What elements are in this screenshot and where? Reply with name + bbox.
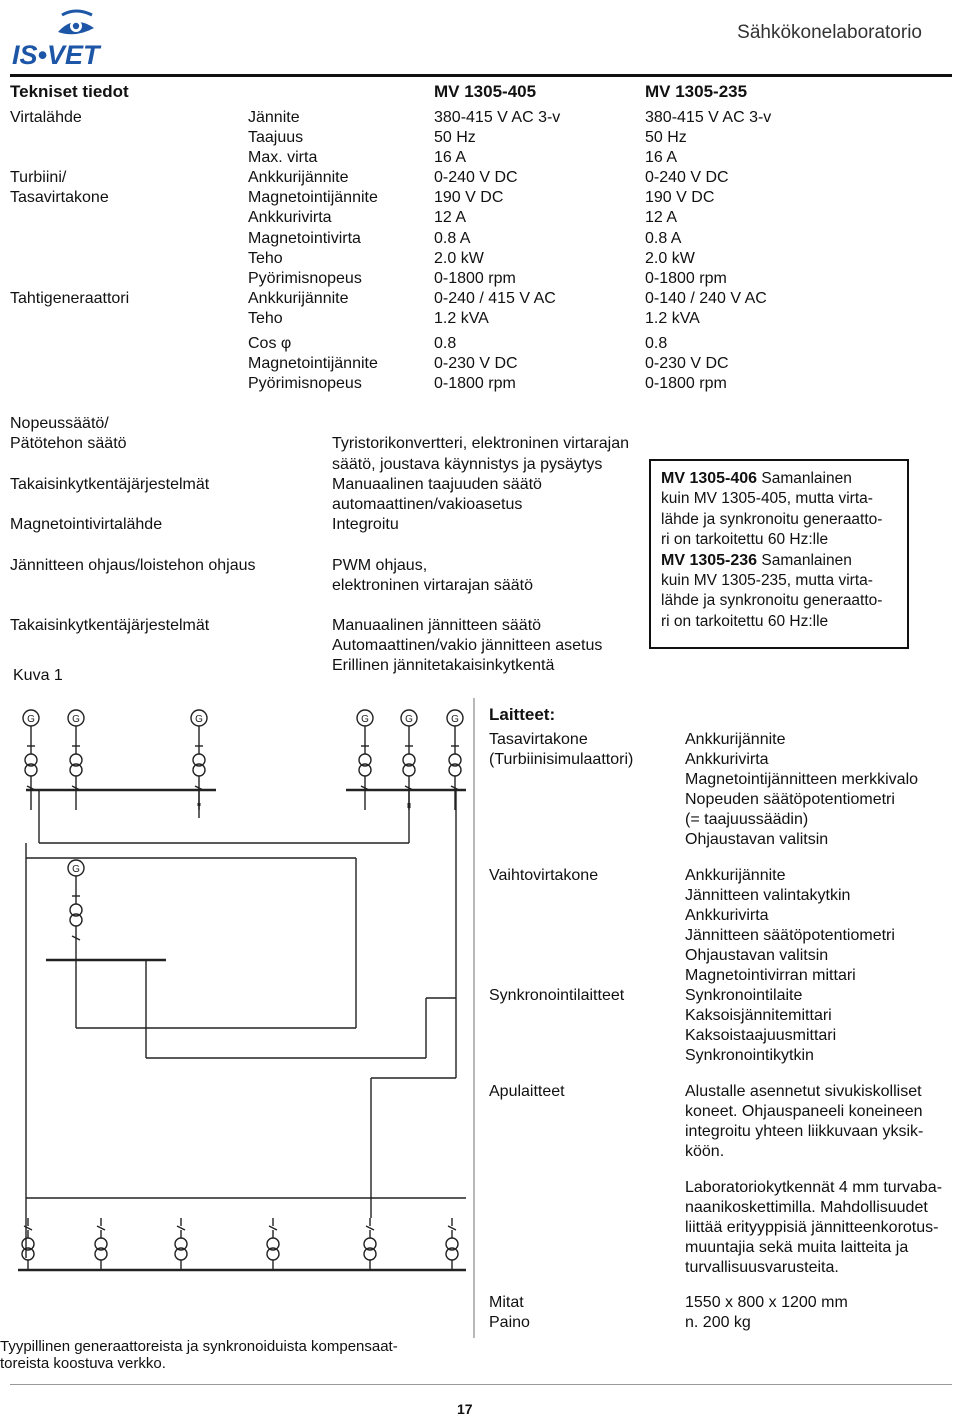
equipment-value: (= taajuussäädin) [685,811,809,828]
equipment-label: Vaihtovirtakone [489,867,599,884]
spec-value-b: 0.8 A [645,230,682,247]
variant-text: lähde ja synkronoitu generaatto- [661,510,883,528]
spec-param: Pyörimisnopeus [248,375,362,392]
variant-text: lähde ja synkronoitu generaatto- [661,592,883,610]
spec-value-b: 12 A [645,209,678,226]
equipment-label: Mitat [489,1294,524,1311]
spec-param: Max. virta [248,149,318,166]
spec-value-a: 0-1800 rpm [434,270,516,287]
specs-heading: Tekniset tiedot [10,82,129,101]
equipment-heading: Laitteet: [489,705,556,724]
spec-value-a: 12 A [434,209,467,226]
equipment-value: turvallisuusvarusteita. [685,1259,839,1276]
equipment-value: 1550 x 800 x 1200 mm [685,1294,848,1311]
variant-text: ri on tarkoitettu 60 Hz:lle [661,531,829,549]
spec-param: Cos φ [248,335,292,352]
logo-wordmark: IS•VET [12,40,100,70]
generator-group-middle [68,860,84,960]
feature-value: Automaattinen/vakio jännitteen asetus [332,637,603,654]
equipment-value: Ohjaustavan valitsin [685,831,829,848]
spec-param: Ankkurijännite [248,290,349,307]
generator-group-top [23,710,463,810]
page-number: 17 [457,1401,473,1417]
equipment-value: n. 200 kg [685,1314,751,1331]
spec-value-a: 0.8 [434,335,457,352]
feature-value: PWM ohjaus, [332,557,428,574]
spec-value-a: 1.2 kVA [434,310,489,327]
equipment-value: Laboratoriokytkennät 4 mm turvaba- [685,1179,943,1196]
equipment-value: Jännitteen valintakytkin [685,887,851,904]
spec-param: Magnetointivirta [248,230,361,247]
model-a-heading: MV 1305-405 [434,82,537,101]
spec-value-b: 2.0 kW [645,250,695,267]
spec-value-b: 0-140 / 240 V AC [645,290,767,307]
spec-value-b: 0-1800 rpm [645,270,727,287]
spec-param: Magnetointijännite [248,355,378,372]
equipment-value: Jännitteen säätöpotentiometri [685,927,895,944]
spec-param: Taajuus [248,129,304,146]
equipment-value: Synkronointilaite [685,987,803,1004]
spec-value-a: 0-240 / 415 V AC [434,290,556,307]
equipment-value: Magnetointivirran mittari [685,967,856,984]
spec-param: Ankkurijännite [248,169,349,186]
page-header-title: Sähkökonelaboratorio [737,22,922,43]
spec-value-a: 190 V DC [434,189,504,206]
equipment-value: Magnetointijännitteen merkkivalo [685,771,919,788]
feature-value: Manuaalinen jännitteen säätö [332,617,542,634]
spec-param: Teho [248,250,283,267]
spec-value-b: 0-1800 rpm [645,375,727,392]
spec-param: Pyörimisnopeus [248,270,362,287]
equipment-label: Tasavirtakone [489,731,588,748]
transformer-group-bottom [22,1218,458,1270]
equipment-label: Synkronointilaitteet [489,987,625,1004]
equipment-value: Kaksoistaajuusmittari [685,1027,837,1044]
diagram-caption-line: toreista koostuva verkko. [0,1355,166,1372]
equipment-value: Alustalle asennetut sivukiskolliset [685,1083,922,1100]
equipment-value: Ankkurivirta [685,907,769,924]
spec-value-b: 190 V DC [645,189,715,206]
diagram-caption-line: Tyypillinen generaattoreista ja synkronoiduista kompensaat- [0,1338,398,1355]
feature-label: Jännitteen ohjaus/loistehon ohjaus [10,557,256,574]
model-b-heading: MV 1305-235 [645,82,748,101]
equipment-value: Kaksoisjännitemittari [685,1007,832,1024]
feature-label: Nopeussäätö/ [10,415,109,432]
feature-label: Pätötehon säätö [10,435,127,452]
spec-value-b: 380-415 V AC 3-v [645,109,772,126]
feature-value: Erillinen jännitetakaisinkytkentä [332,657,555,674]
equipment-value: integroitu yhteen liikkuvaan yksik- [685,1123,924,1140]
spec-value-a: 0-230 V DC [434,355,518,372]
equipment-value: köön. [685,1143,725,1160]
spec-value-b: 50 Hz [645,129,687,146]
feature-value: Tyristorikonvertteri, elektroninen virtarajan [332,435,630,452]
feature-label: Takaisinkytkentäjärjestelmät [10,617,210,634]
spec-value-b: 0.8 [645,335,668,352]
variant-text: ri on tarkoitettu 60 Hz:lle [661,612,829,630]
spec-value-a: 0-240 V DC [434,169,518,186]
spec-param: Teho [248,310,283,327]
figure-label: Kuva 1 [13,667,63,684]
variant-text: kuin MV 1305-405, mutta virta- [661,490,873,508]
variant-text: Samanlainen [757,551,852,569]
group-label-turbiini: Turbiini/ [10,169,67,186]
feature-value: Integroitu [332,516,399,533]
network-diagram: G [6,698,474,1338]
equipment-value: muuntajia sekä muita laitteita ja [685,1239,909,1256]
equipment-value: Ankkurijännite [685,731,786,748]
equipment-value: Ankkurijännite [685,867,786,884]
spec-param: Jännite [248,109,300,126]
isvet-logo [10,6,138,70]
spec-value-a: 0-1800 rpm [434,375,516,392]
spec-value-b: 16 A [645,149,678,166]
spec-value-a: 16 A [434,149,467,166]
spec-value-a: 0.8 A [434,230,471,247]
spec-value-b: 0-240 V DC [645,169,729,186]
group-label-tahtigeneraattori: Tahtigeneraattori [10,290,130,307]
spec-value-a: 2.0 kW [434,250,484,267]
spec-value-b: 0-230 V DC [645,355,729,372]
equipment-value: koneet. Ohjauspaneeli koneineen [685,1103,923,1120]
spec-value-a: 50 Hz [434,129,476,146]
equipment-label: Apulaitteet [489,1083,565,1100]
equipment-value: naanikoskettimilla. Mahdollisuudet [685,1199,928,1216]
spec-value-a: 380-415 V AC 3-v [434,109,561,126]
group-label-tasavirtakone: Tasavirtakone [10,189,109,206]
variants-box [649,459,909,649]
feature-value: Manuaalinen taajuuden säätö [332,476,542,493]
equipment-value: Ankkurivirta [685,751,769,768]
equipment-label: Paino [489,1314,530,1331]
equipment-value: Nopeuden säätöpotentiometri [685,791,895,808]
group-label-virtalahde: Virtalähde [10,109,82,126]
feature-label: Magnetointivirtalähde [10,516,163,533]
feature-value: säätö, joustava käynnistys ja pysäytys [332,456,603,473]
header-divider [10,74,952,77]
variant-model: MV 1305-236 [661,551,758,569]
equipment-value: Synkronointikytkin [685,1047,814,1064]
variant-model: MV 1305-406 [661,470,758,487]
spec-value-b: 1.2 kVA [645,310,700,327]
variant-text: kuin MV 1305-235, mutta virta- [661,572,873,590]
spec-param: Magnetointijännite [248,189,378,206]
feature-value: elektroninen virtarajan säätö [332,577,534,594]
variant-text: Samanlainen [757,470,852,487]
feature-label: Takaisinkytkentäjärjestelmät [10,476,210,493]
feature-value: automaattinen/vakioasetus [332,496,523,513]
footer-divider [10,1384,952,1385]
equipment-value: Ohjaustavan valitsin [685,947,829,964]
eye-icon [58,11,94,34]
equipment-value: liittää erityyppisiä jännitteenkorotus- [685,1219,939,1236]
spec-param: Ankkurivirta [248,209,332,226]
equipment-label: (Turbiinisimulaattori) [489,751,634,768]
